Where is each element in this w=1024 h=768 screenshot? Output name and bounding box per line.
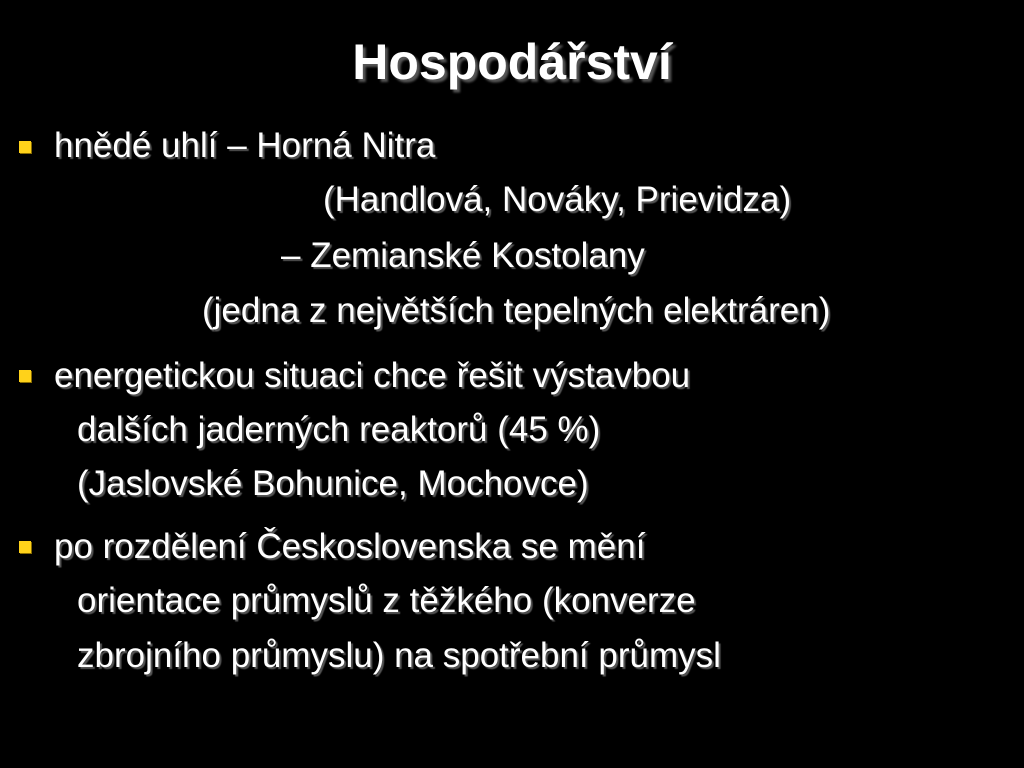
bullet-1-line-3: – Zemianské Kostolany xyxy=(281,236,645,275)
bullet-1-line-1: hnědé uhlí – Horná Nitra xyxy=(54,126,436,165)
bullet-3-line-3: zbrojního průmyslu) na spotřební průmysl xyxy=(77,636,721,675)
slide-title: Hospodářství xyxy=(352,34,672,90)
bullet-2-line-2: dalších jaderných reaktorů (45 %) xyxy=(77,410,601,449)
square-bullet-icon xyxy=(19,541,31,553)
square-bullet-icon xyxy=(19,370,31,382)
bullet-2-line-3: (Jaslovské Bohunice, Mochovce) xyxy=(77,464,589,503)
square-bullet-icon xyxy=(19,141,31,153)
bullet-2-line-1: energetickou situaci chce řešit výstavbou xyxy=(54,356,691,395)
bullet-3-line-2: orientace průmyslů z těžkého (konverze xyxy=(77,581,696,620)
bullet-1-line-2: (Handlová, Nováky, Prievidza) xyxy=(323,180,792,219)
bullet-1-line-4: (jedna z největších tepelných elektráren) xyxy=(202,291,831,330)
bullet-3-line-1: po rozdělení Československa se mění xyxy=(54,527,646,566)
